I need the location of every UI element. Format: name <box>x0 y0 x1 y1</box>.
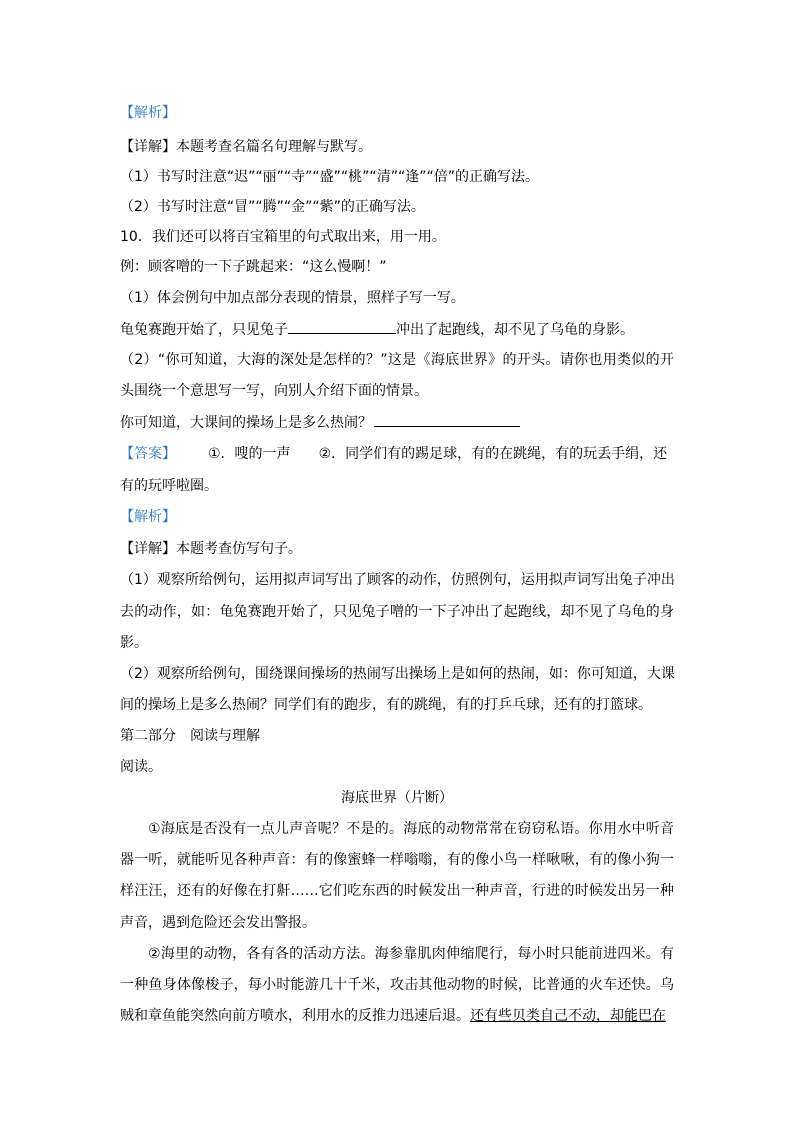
answer-2: ②．同学们有的踢足球，有的在跳绳，有的玩丢手绢，还 <box>318 446 668 462</box>
sub-question: （2）“你可知道，大海的深处是怎样的？”这是《海底世界》的开头。请你也用类似的开 <box>120 352 674 368</box>
sentence-before: 龟兔赛跑开始了，只见兔子 <box>120 322 288 338</box>
passage-line: 一种鱼身体像梭子，每小时能游几十千米，攻击其他动物的时候，比普通的火车还快。乌 <box>120 977 674 993</box>
answer-blank[interactable] <box>374 412 520 427</box>
explanation: （1）观察所给例句，运用拟声词写出了顾客的动作，仿照例句，运用拟声词写出兔子冲出 <box>120 572 675 588</box>
sub-question: 头围绕一个意思写一写，向别人介绍下面的情景。 <box>120 383 428 399</box>
prompt-text: 你可知道，大课间的操场上是多么热闹？ <box>120 415 372 431</box>
passage-line: ①海底是否没有一点儿声音呢？不是的。海底的动物常常在窃窃私语。你用水中听音 <box>148 821 674 837</box>
underlined-sentence: 还有些贝类自己不动，却能巴在 <box>470 1008 666 1024</box>
section-heading: 第二部分 阅读与理解 <box>120 728 260 744</box>
explanation: 影。 <box>120 635 148 651</box>
fill-blank-sentence <box>120 412 674 432</box>
sub-question: （1）体会例句中加点部分表现的情景，照样子写一写。 <box>120 290 465 306</box>
answer-line <box>120 444 674 464</box>
analysis-point: （1）书写时注意“迟”“丽”“寺”“盛”“桃”“清”“逢”“倍”的正确写法。 <box>120 169 539 185</box>
passage-line: ②海里的动物，各有各的活动方法。海参靠肌肉伸缩爬行，每小时只能前进四米。有 <box>148 946 674 962</box>
passage-line: 器一听，就能听见各种声音：有的像蜜蜂一样嗡嗡，有的像小鸟一样啾啾，有的像小狗一 <box>120 852 674 868</box>
instruction: 阅读。 <box>120 759 162 775</box>
question-stem: 10．我们还可以将百宝箱里的句式取出来，用一用。 <box>120 229 446 245</box>
fill-blank-sentence <box>120 319 674 339</box>
answer-blank[interactable] <box>288 319 396 334</box>
answer-1: ①．嗖的一声 <box>208 446 291 462</box>
explanation: 间的操场上是多么热闹？同学们有的跑步，有的跳绳，有的打乒乓球，还有的打篮球。 <box>120 697 652 713</box>
answer-label: 【答案】 <box>120 446 176 462</box>
analysis-label: 【解析】 <box>120 509 176 525</box>
detail-text: 【详解】本题考查名篇名句理解与默写。 <box>120 139 372 155</box>
passage-line: 样汪汪，还有的好像在打鼾……它们吃东西的时候发出一种声音，行进的时候发出另一种 <box>120 883 674 899</box>
passage-text: 贼和章鱼能突然向前方喷水，利用水的反推力迅速后退。 <box>120 1008 470 1024</box>
explanation: 去的动作，如：龟兔赛跑开始了，只见兔子噌的一下子冲出了起跑线，却不见了乌龟的身 <box>120 604 674 620</box>
explanation: （2）观察所给例句，围绕课间操场的热闹写出操场上是如何的热闹，如：你可知道，大课 <box>120 666 675 682</box>
detail-text: 【详解】本题考查仿写句子。 <box>120 541 302 557</box>
analysis-label: 【解析】 <box>120 105 176 121</box>
passage-line <box>120 1006 674 1026</box>
analysis-point: （2）书写时注意“冒”“腾”“金”“紫”的正确写法。 <box>120 199 425 215</box>
passage-line: 声音，遇到危险还会发出警报。 <box>120 915 316 931</box>
sentence-after: 冲出了起跑线，却不见了乌龟的身影。 <box>396 322 634 338</box>
example-sentence: 例：顾客噌的一下子跳起来：“这么慢啊！” <box>120 259 387 275</box>
answer-2-cont: 有的玩呼啦圈。 <box>120 478 218 494</box>
passage-title: 海底世界（片断） <box>341 790 453 806</box>
